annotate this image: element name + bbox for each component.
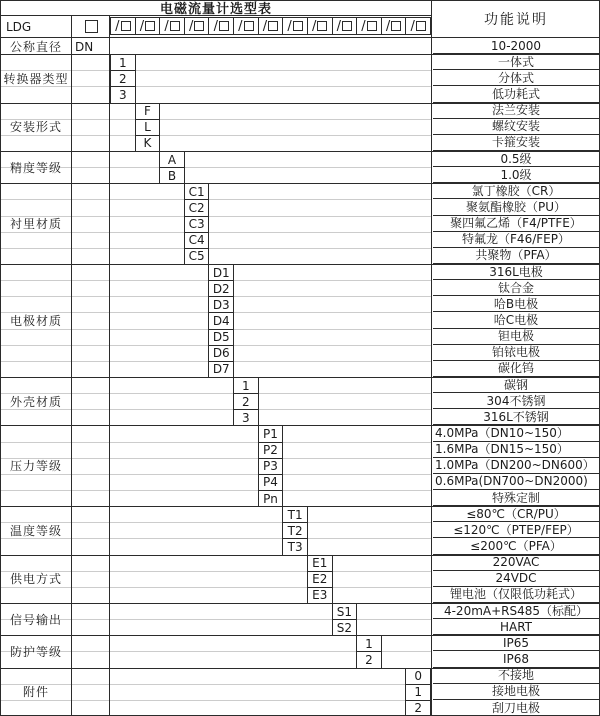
section-label-12: 附件	[22, 685, 49, 700]
slot-square	[317, 21, 327, 31]
section-label-0: 公称直径	[9, 39, 62, 54]
desc-cell: 10-2000	[433, 38, 599, 54]
code-cell: S2	[332, 619, 358, 636]
model-slot-box	[381, 17, 407, 35]
slot-square	[121, 21, 131, 31]
slot-slash: /	[287, 18, 292, 34]
slot-square	[194, 21, 204, 31]
code-cell: L	[135, 119, 161, 136]
desc-cell: 4-20mA+RS485（标配）	[433, 603, 599, 619]
desc-cell: 碳钢	[433, 377, 599, 393]
desc-cell: 哈B电极	[433, 296, 599, 312]
slot-square	[219, 21, 229, 31]
function-description-header: 功能说明	[484, 12, 548, 28]
desc-cell: 碳化钨	[433, 361, 599, 377]
dn-col-line	[109, 15, 110, 716]
slot-slash: /	[213, 18, 218, 34]
code-cell: P2	[258, 442, 284, 459]
desc-cell: 1.0级	[433, 167, 599, 183]
desc-cell: 法兰安装	[433, 103, 599, 119]
model-slot-box	[233, 17, 259, 35]
desc-cell: 低功耗式	[433, 86, 599, 102]
code-cell: D1	[208, 264, 234, 281]
code-cell: P1	[258, 425, 284, 442]
code-cell: 2	[233, 393, 259, 410]
model-dn-box-cell	[72, 15, 110, 38]
border-left	[0, 0, 1, 716]
slot-slash: /	[164, 18, 169, 34]
slot-slash: /	[385, 18, 391, 34]
model-slot-box	[405, 17, 431, 35]
code-cell: D4	[208, 312, 234, 329]
desc-cell: ≤120℃（PTEP/FEP）	[433, 522, 599, 538]
code-cell: 3	[110, 86, 136, 103]
code-cell: Pn	[258, 490, 284, 507]
desc-cell: 聚四氟乙烯（F4/PTFE）	[433, 216, 599, 232]
slot-slash: /	[312, 18, 317, 34]
slot-square	[416, 21, 426, 31]
desc-cell: 接地电极	[433, 684, 599, 700]
code-cell: P3	[258, 458, 284, 475]
code-cell: 1	[110, 54, 136, 71]
code-cell: D5	[208, 329, 234, 346]
slot-square	[342, 21, 352, 31]
slot-square	[391, 21, 401, 31]
section-label-11: 防护等级	[9, 644, 62, 659]
title-bottom-line	[0, 15, 432, 16]
desc-cell: IP68	[433, 651, 599, 667]
code-cell: E1	[307, 555, 333, 572]
desc-cell: 0.6MPa(DN700~DN2000)	[433, 474, 599, 490]
section-label-6: 外壳材质	[9, 394, 62, 409]
section-label-10: 信号输出	[9, 612, 62, 627]
desc-cell: 316L电极	[433, 264, 599, 280]
model-slot-box	[159, 17, 185, 35]
desc-cell: IP65	[433, 635, 599, 651]
desc-cell: 钛合金	[433, 280, 599, 296]
section-label-2: 安装形式	[9, 120, 62, 135]
desc-cell: HART	[433, 619, 599, 635]
code-cell: 1	[405, 684, 431, 701]
code-cell: C3	[184, 216, 210, 233]
section-label-1: 转换器类型	[3, 71, 69, 86]
code-cell: D6	[208, 345, 234, 362]
desc-cell: 螺纹安装	[433, 119, 599, 135]
slot-square	[145, 21, 155, 31]
section-label-9: 供电方式	[9, 572, 62, 587]
code-cell: C1	[184, 183, 210, 200]
model-slot-box	[184, 17, 210, 35]
desc-cell: 聚氨酯橡胶（PU）	[433, 199, 599, 215]
section-label-8: 温度等级	[9, 523, 62, 538]
code-cell: DN	[72, 38, 110, 55]
model-row-bottom-line	[0, 37, 600, 38]
code-cell: P4	[258, 474, 284, 491]
desc-cell: 316L不锈钢	[433, 409, 599, 425]
desc-cell: 24VDC	[433, 571, 599, 587]
model-slot-box	[356, 17, 382, 35]
section-label-4: 衬里材质	[9, 217, 62, 232]
code-cell: E2	[307, 571, 333, 588]
slot-square	[170, 21, 180, 31]
desc-cell: ≤80℃（CR/PU）	[433, 506, 599, 522]
desc-cell: 铂铱电极	[433, 345, 599, 361]
slot-slash: /	[139, 18, 145, 34]
slot-slash: /	[361, 18, 366, 34]
slot-slash: /	[262, 18, 268, 34]
code-cell: T3	[282, 538, 308, 555]
desc-cell: 共聚物（PFA）	[433, 248, 599, 264]
model-slot-box	[258, 17, 284, 35]
code-cell: D2	[208, 280, 234, 297]
desc-cell: 特殊定制	[433, 490, 599, 506]
code-cell: 1	[356, 635, 382, 652]
right-col-line	[431, 0, 432, 716]
code-cell: D3	[208, 296, 234, 313]
code-cell: A	[159, 151, 185, 168]
slot-slash: /	[410, 18, 415, 34]
desc-cell: 哈C电极	[433, 312, 599, 328]
code-cell: 3	[233, 409, 259, 426]
slot-slash: /	[336, 18, 342, 34]
desc-cell: 钽电极	[433, 329, 599, 345]
desc-cell: 特氟龙（F46/FEP）	[433, 232, 599, 248]
code-cell: B	[159, 167, 185, 184]
desc-cell: 卡箍安装	[433, 135, 599, 151]
slot-slash: /	[115, 18, 120, 34]
section-label-3: 精度等级	[9, 160, 62, 175]
slot-slash: /	[238, 18, 243, 34]
table-title: 电磁流量计选型表	[159, 2, 272, 15]
model-slot-box	[307, 17, 333, 35]
model-slot-box	[135, 17, 161, 35]
model-slot-box	[282, 17, 308, 35]
section-label-7: 压力等级	[9, 459, 62, 474]
code-cell: 0	[405, 668, 431, 685]
model-prefix-label: LDG	[6, 19, 32, 34]
desc-cell: ≤200℃（PFA）	[433, 538, 599, 554]
slot-square	[268, 21, 278, 31]
desc-cell: 刮刀电极	[491, 700, 540, 715]
code-cell: 1	[233, 377, 259, 394]
slot-square	[367, 21, 377, 31]
model-slot-box	[332, 17, 358, 35]
slot-slash: /	[188, 18, 194, 34]
desc-cell: 一体式	[433, 54, 599, 70]
code-cell: T2	[282, 522, 308, 539]
border-top	[0, 0, 600, 1]
label-col-line	[71, 15, 72, 716]
section-label-5: 电极材质	[9, 314, 62, 328]
code-cell: 2	[356, 651, 382, 668]
slot-square	[293, 21, 303, 31]
code-cell: 2	[405, 700, 431, 716]
slot-square	[244, 21, 254, 31]
desc-cell: 220VAC	[433, 555, 599, 571]
code-cell: E3	[307, 587, 333, 604]
desc-cell: 锂电池（仅限低功耗式）	[433, 587, 599, 603]
desc-cell: 不接地	[433, 668, 599, 684]
code-cell: K	[135, 135, 161, 152]
model-slot-box	[208, 17, 234, 35]
desc-cell: 1.6MPa（DN15~150）	[433, 442, 599, 458]
code-cell: C2	[184, 199, 210, 216]
code-cell: S1	[332, 603, 358, 620]
dn-box-square	[85, 20, 98, 33]
code-cell: 2	[110, 70, 136, 87]
model-slot-box	[110, 17, 136, 35]
desc-cell: 304不锈钢	[433, 393, 599, 409]
code-cell: C4	[184, 232, 210, 249]
desc-cell: 氯丁橡胶（CR）	[433, 183, 599, 199]
desc-cell: 4.0MPa（DN10~150）	[433, 425, 599, 441]
code-cell: T1	[282, 506, 308, 523]
code-cell: D7	[208, 361, 234, 378]
code-cell: F	[135, 103, 161, 120]
desc-cell: 1.0MPa（DN200~DN600）	[433, 458, 599, 474]
desc-cell: 分体式	[433, 70, 599, 86]
code-cell: C5	[184, 248, 210, 265]
desc-cell: 0.5级	[433, 151, 599, 167]
